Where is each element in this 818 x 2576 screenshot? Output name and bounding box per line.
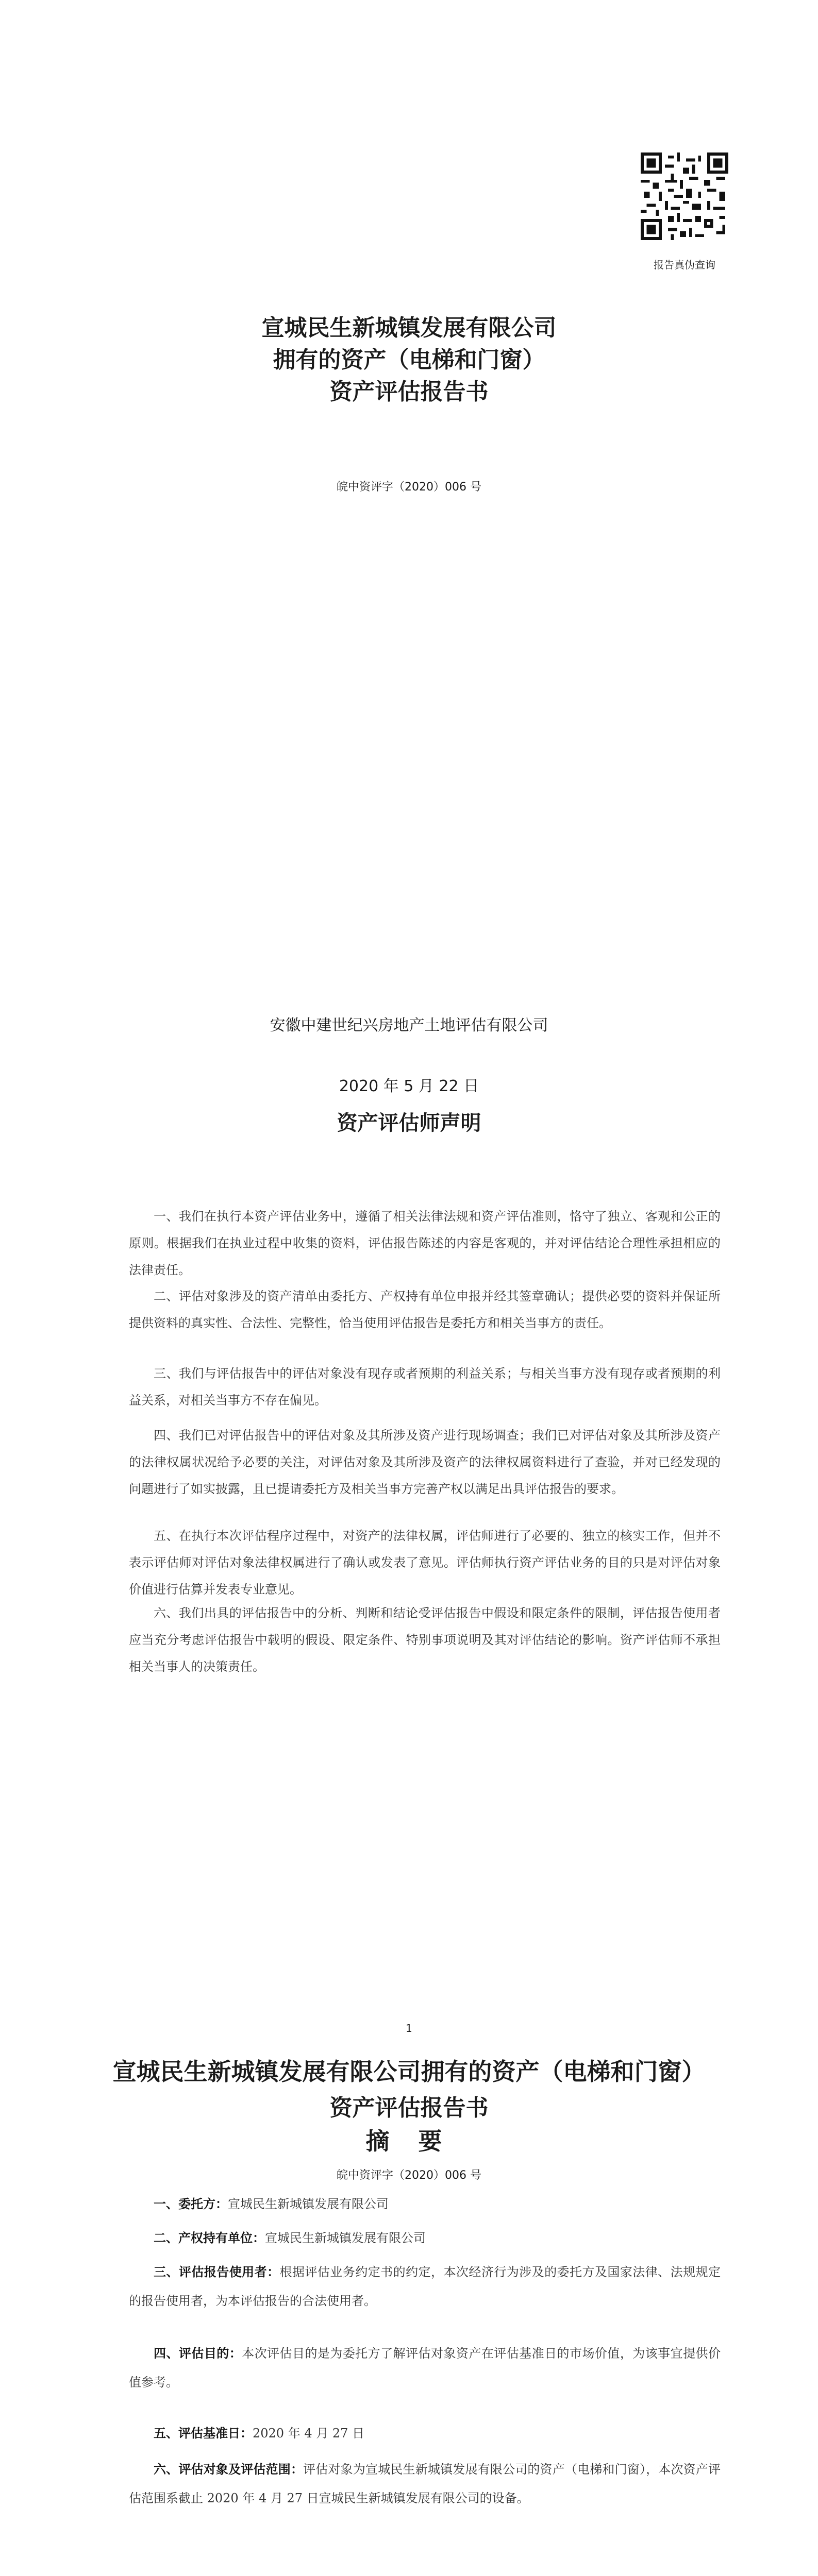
declaration-paragraph: 六、我们出具的评估报告中的分析、判断和结论受评估报告中假设和限定条件的限制，评估报告使用者应当充分考虑评估报告中载明的假设、限定条件、特别事项说明及其对评估结论的影响。资产评估师不承担相关当事人的决策责任。: [129, 1606, 721, 1674]
summary-item-text: 根据评估业务约定书的约定，本次经济行为涉及的委托方及国家法律、法规规定的报告使用者，为本评估报告的合法使用者。: [129, 2265, 721, 2308]
summary-title-line2: 资产评估报告书: [329, 2095, 489, 2121]
summary-item-label: 四、评估目的：: [154, 2346, 242, 2361]
summary-item-text: 宣城民生新城镇发展有限公司: [228, 2197, 389, 2211]
qr-caption: 报告真伪查询: [654, 259, 715, 271]
summary-item: [129, 2339, 721, 2397]
summary-item: [129, 2258, 721, 2315]
summary-item: [129, 2190, 721, 2218]
declaration-paragraph: 二、评估对象涉及的资产清单由委托方、产权持有单位申报并经其签章确认；提供必要的资料并保证所提供资料的真实性、合法性、完整性，恰当使用评估报告是委托方和相关当事方的责任。: [129, 1289, 721, 1330]
cover-title-line2: 拥有的资产（电梯和门窗）: [273, 347, 545, 373]
summary-item: [129, 2571, 721, 2576]
summary-item-label: 五、评估基准日：: [154, 2426, 253, 2441]
declaration-paragraph: 五、在执行本次评估程序过程中，对资产的法律权属，评估师进行了必要的、独立的核实工作，但并不表示评估师对评估对象法律权属进行了确认或发表了意见。评估师执行资产评估业务的目的只是对评估对象价值进行估算并发表专业意见。: [129, 1529, 721, 1597]
cover-title-line3: 资产评估报告书: [329, 379, 489, 405]
qr-code[interactable]: [641, 152, 728, 240]
cover-title-line1: 宣城民生新城镇发展有限公司: [261, 315, 557, 341]
declaration-paragraph: 四、我们已对评估报告中的评估对象及其所涉及资产进行现场调查；我们已对评估对象及其所涉及资产的法律权属状况给予必要的关注，对评估对象及其所涉及资产的法律权属资料进行了查验，并对已经发现的问题进行了如实披露，且已提请委托方及相关当事方完善产权以满足出具评估报告的要求。: [129, 1428, 721, 1496]
summary-item-text: 宣城民生新城镇发展有限公司: [265, 2231, 426, 2245]
summary-item: [129, 2419, 721, 2448]
declaration-heading: 资产评估师声明: [337, 1111, 481, 1135]
summary-heading: 摘 要: [365, 2127, 453, 2155]
summary-item-label: 三、评估报告使用者：: [154, 2264, 280, 2279]
summary-item-label: 一、委托方：: [154, 2196, 228, 2211]
cover-doc-number: 皖中资评字（2020）006 号: [337, 481, 481, 494]
page-number: 1: [406, 2022, 412, 2035]
summary-item: [129, 2455, 721, 2513]
summary-item-label: 六、评估对象及评估范围：: [154, 2462, 304, 2477]
summary-title-line1: 宣城民生新城镇发展有限公司拥有的资产（电梯和门窗）: [112, 2058, 706, 2086]
summary-item-text: 评估对象为宣城民生新城镇发展有限公司的资产（电梯和门窗），本次资产评估范围系截止 2020 年 4 月 27 日宣城民生新城镇发展有限公司的设备。: [129, 2462, 721, 2505]
cover-organization: 安徽中建世纪兴房地产土地评估有限公司: [270, 1016, 548, 1035]
declaration-paragraph: 一、我们在执行本资产评估业务中，遵循了相关法律法规和资产评估准则，恪守了独立、客观和公正的原则。根据我们在执业过程中收集的资料，评估报告陈述的内容是客观的，并对评估结论合理性承担相应的法律责任。: [129, 1209, 721, 1277]
declaration-paragraph: 三、我们与评估报告中的评估对象没有现存或者预期的利益关系；与相关当事方没有现存或者预期的利益关系，对相关当事方不存在偏见。: [129, 1366, 721, 1408]
summary-item-text: 2020 年 4 月 27 日: [253, 2426, 365, 2441]
summary-item-label: 二、产权持有单位：: [154, 2230, 265, 2245]
summary-item-text: 本次评估目的是为委托方了解评估对象资产在评估基准日的市场价值，为该事宜提供价值参考。: [129, 2346, 721, 2389]
summary-doc-number: 皖中资评字（2020）006 号: [337, 2169, 481, 2182]
cover-date: 2020 年 5 月 22 日: [339, 1077, 479, 1095]
summary-item: [129, 2224, 721, 2252]
